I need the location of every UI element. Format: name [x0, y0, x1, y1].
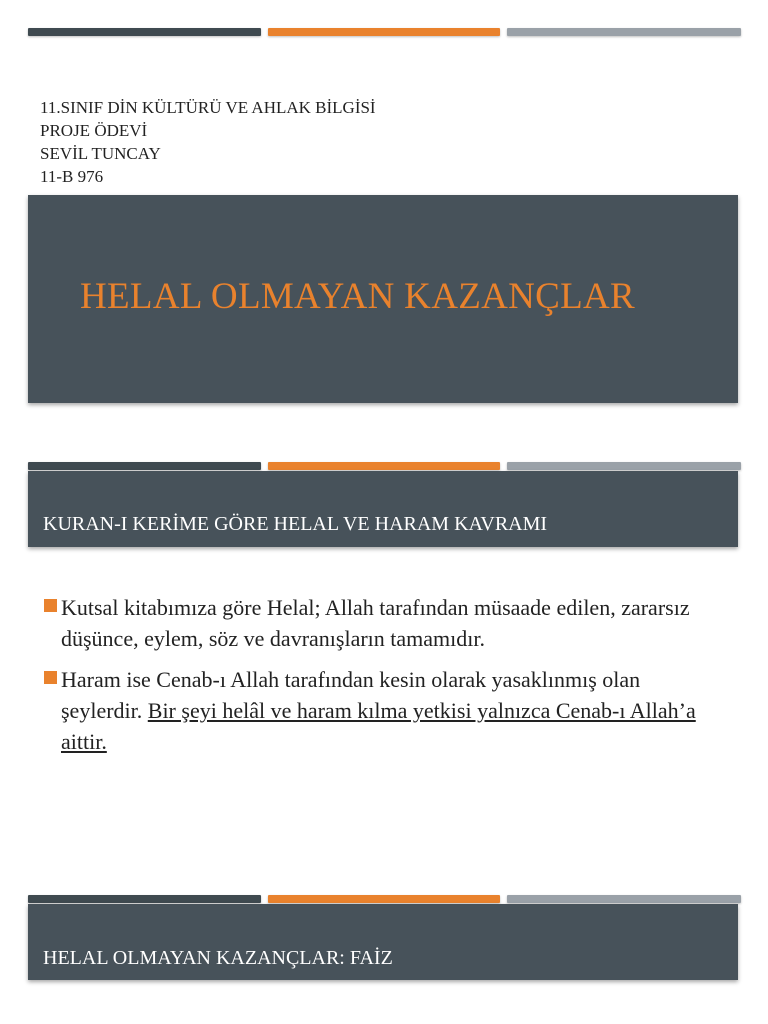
bullet-item — [44, 664, 724, 757]
course-title: 11.SINIF DİN KÜLTÜRÜ VE AHLAK BİLGİSİ — [40, 98, 376, 117]
top-accent-stripes — [28, 28, 741, 36]
section1-heading: KURAN-I KERİME GÖRE HELAL VE HARAM KAVRAMI — [43, 513, 548, 535]
stripe-orange — [268, 895, 500, 903]
section1-accent-stripes — [28, 462, 741, 470]
bullet-item — [44, 592, 724, 654]
stripe-dark — [28, 462, 261, 470]
bullet-square-icon — [44, 671, 57, 684]
title-banner — [28, 195, 738, 403]
bullet-text: Kutsal kitabımıza göre Helal; Allah tarafından müsaade edilen, zararsız düşünce, eylem, söz ve davranışların tamamıdır. — [61, 595, 690, 651]
student-name: SEVİL TUNCAY — [40, 144, 161, 163]
section1-banner — [28, 471, 738, 547]
stripe-gray — [507, 28, 741, 36]
stripe-orange — [268, 28, 500, 36]
stripe-dark — [28, 28, 261, 36]
assignment-label: PROJE ÖDEVİ — [40, 121, 148, 140]
bullet-list — [44, 592, 724, 767]
stripe-gray — [507, 462, 741, 470]
header-meta — [40, 96, 376, 188]
stripe-orange — [268, 462, 500, 470]
section2-accent-stripes — [28, 895, 741, 903]
stripe-gray — [507, 895, 741, 903]
section2-banner — [28, 904, 738, 980]
bullet-text: Haram ise Cenab-ı Allah tarafından kesin olarak yasaklınmış olan şeylerdir. — [61, 667, 641, 723]
bullet-underlined-text: Bir şeyi helâl ve haram kılma yetkisi yalnızca Cenab-ı Allah’a aittir. — [61, 698, 696, 754]
stripe-dark — [28, 895, 261, 903]
section2-heading: HELAL OLMAYAN KAZANÇLAR: FAİZ — [43, 947, 393, 969]
bullet-square-icon — [44, 599, 57, 612]
class-number: 11-B 976 — [40, 167, 104, 186]
slide-title: HELAL OLMAYAN KAZANÇLAR — [80, 276, 636, 317]
